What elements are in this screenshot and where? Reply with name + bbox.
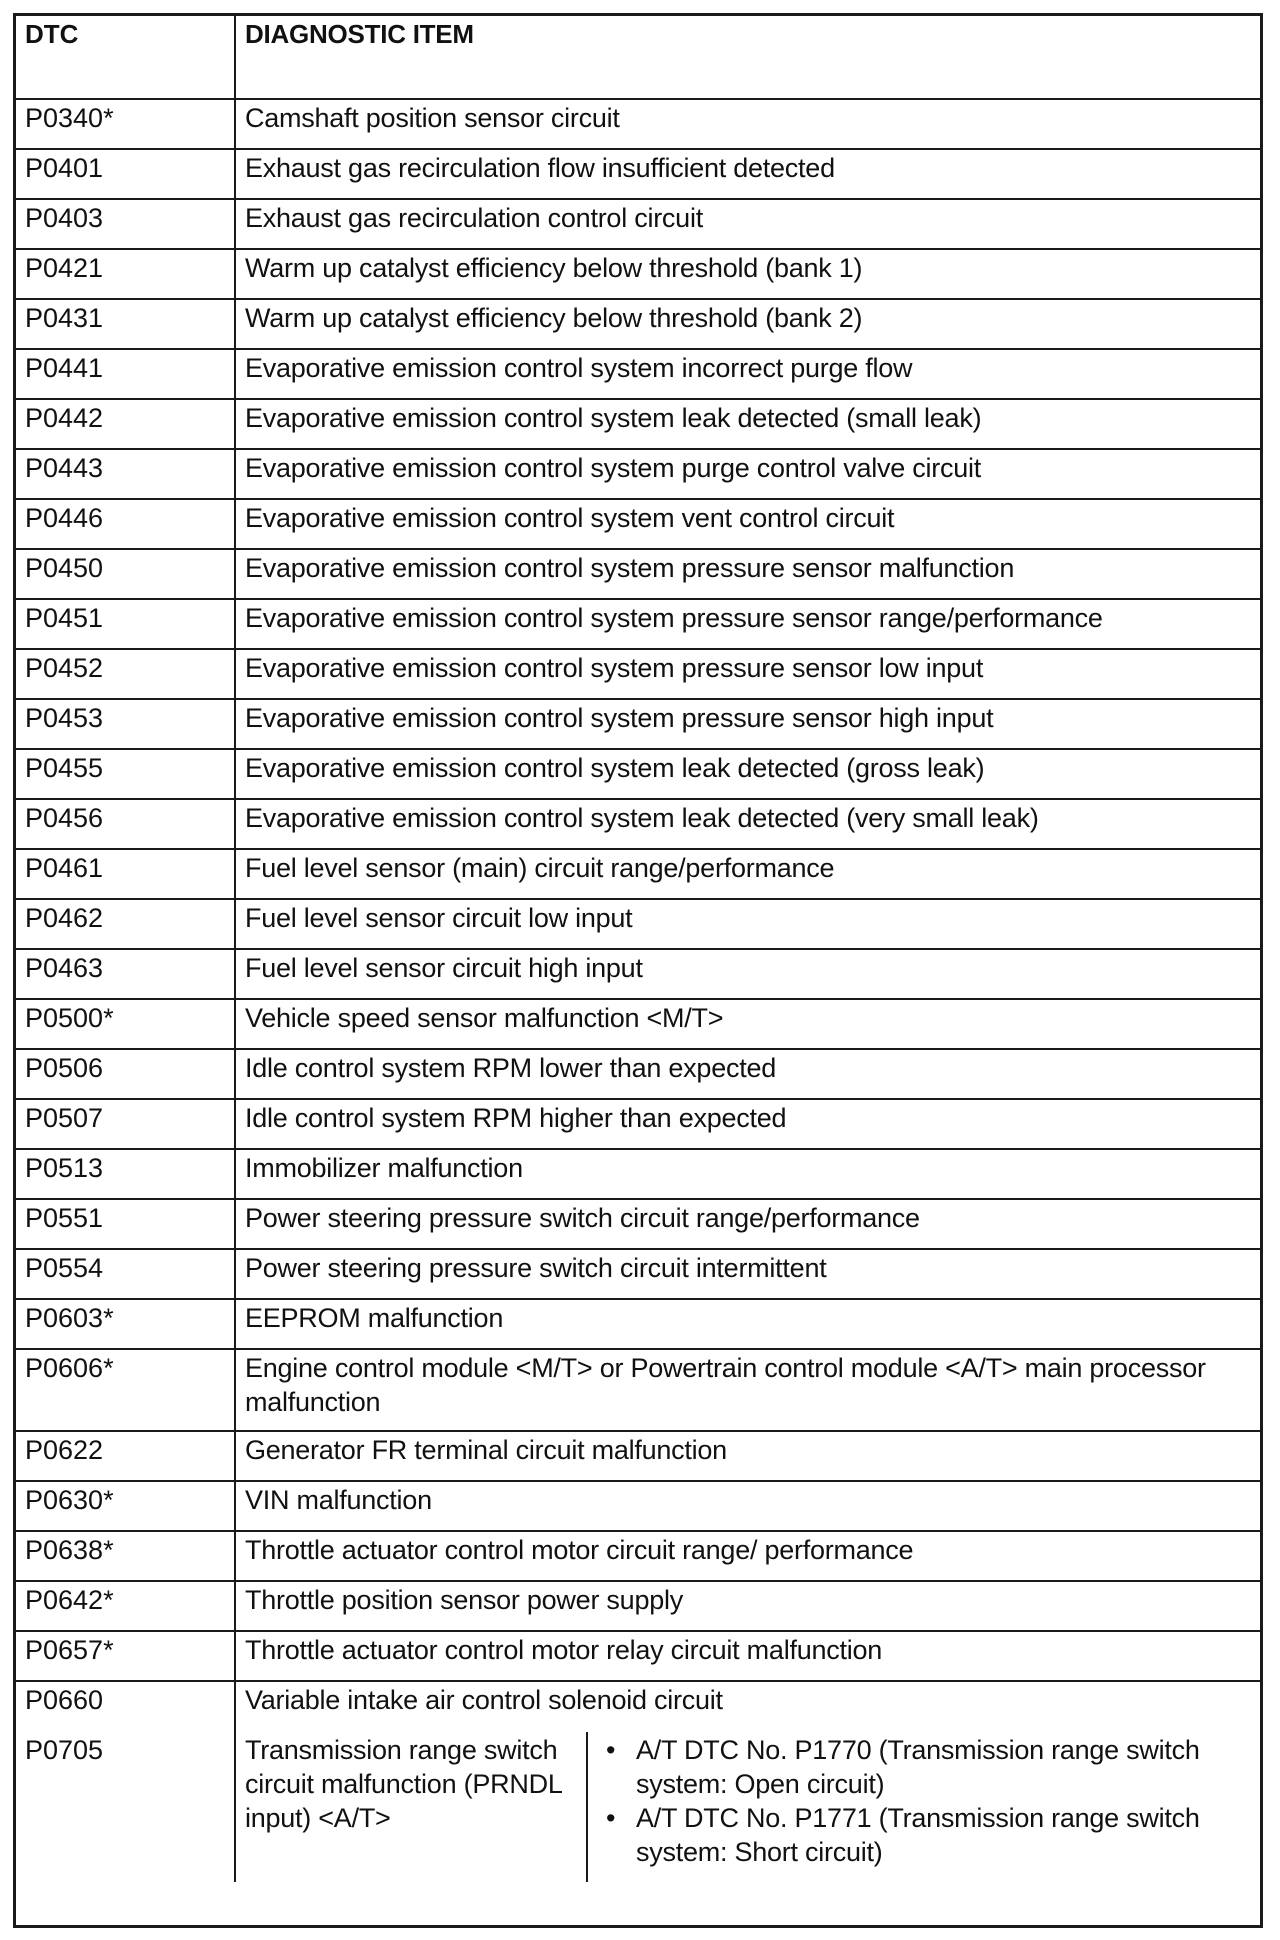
- diagnostic-item: Vehicle speed sensor malfunction <M/T>: [245, 1003, 724, 1033]
- diagnostic-item: Throttle position sensor power supply: [245, 1585, 683, 1615]
- table-header: [16, 16, 1260, 100]
- dtc-code: P0453: [16, 700, 236, 748]
- table-row: [16, 950, 1260, 1000]
- table-row: [16, 1532, 1260, 1582]
- table-row: [16, 150, 1260, 200]
- diagnostic-item: Variable intake air control solenoid circuit: [245, 1685, 723, 1715]
- table-row: [16, 1482, 1260, 1532]
- dtc-code: P0622: [16, 1432, 236, 1480]
- table-row: [16, 1200, 1260, 1250]
- table-row: [16, 450, 1260, 500]
- diagnostic-item: Power steering pressure switch circuit range/performance: [245, 1203, 920, 1233]
- diagnostic-item: Throttle actuator control motor relay circuit malfunction: [245, 1635, 883, 1665]
- dtc-code: P0441: [16, 350, 236, 398]
- diagnostic-item: Evaporative emission control system vent control circuit: [245, 503, 895, 533]
- diagnostic-item: Idle control system RPM higher than expected: [245, 1103, 787, 1133]
- note-item: [602, 1733, 1256, 1801]
- dtc-code: P0401: [16, 150, 236, 198]
- dtc-code: P0642*: [16, 1582, 236, 1630]
- diagnostic-item: Evaporative emission control system pressure sensor high input: [245, 703, 994, 733]
- diagnostic-item: Fuel level sensor circuit high input: [245, 953, 643, 983]
- dtc-code: P0660: [16, 1682, 236, 1732]
- dtc-table: [13, 13, 1263, 1928]
- dtc-code: P0506: [16, 1050, 236, 1098]
- dtc-code: P0657*: [16, 1632, 236, 1680]
- diagnostic-item: Throttle actuator control motor circuit range/ performance: [245, 1535, 914, 1565]
- table-row: [16, 1582, 1260, 1632]
- table-row: [16, 400, 1260, 450]
- diagnostic-item: Evaporative emission control system pressure sensor low input: [245, 653, 984, 683]
- dtc-code: P0554: [16, 1250, 236, 1298]
- header-dtc: DTC: [16, 16, 236, 98]
- dtc-code: P0705: [16, 1732, 236, 1882]
- diagnostic-item: EEPROM malfunction: [245, 1303, 504, 1333]
- diagnostic-item: Generator FR terminal circuit malfunction: [245, 1435, 727, 1465]
- dtc-code: P0638*: [16, 1532, 236, 1580]
- dtc-code: P0606*: [16, 1350, 236, 1430]
- diagnostic-item: VIN malfunction: [245, 1485, 432, 1515]
- diagnostic-item: Exhaust gas recirculation control circuit: [245, 203, 703, 233]
- bullet-icon: •: [606, 1735, 616, 1765]
- table-row: [16, 1632, 1260, 1682]
- dtc-code: P0455: [16, 750, 236, 798]
- dtc-code: P0446: [16, 500, 236, 548]
- table-row: [16, 850, 1260, 900]
- dtc-code: P0463: [16, 950, 236, 998]
- table-row: [16, 650, 1260, 700]
- table-row: [16, 500, 1260, 550]
- table-row: [16, 200, 1260, 250]
- dtc-code: P0507: [16, 1100, 236, 1148]
- dtc-code: P0603*: [16, 1300, 236, 1348]
- table-row: [16, 1682, 1260, 1732]
- dtc-code: P0403: [16, 200, 236, 248]
- dtc-code: P0513: [16, 1150, 236, 1198]
- table-row: [16, 1432, 1260, 1482]
- diagnostic-item: Evaporative emission control system pressure sensor malfunction: [245, 553, 1015, 583]
- dtc-code: P0630*: [16, 1482, 236, 1530]
- table-row: [16, 100, 1260, 150]
- dtc-code: P0461: [16, 850, 236, 898]
- diagnostic-item: Engine control module <M/T> or Powertrain control module <A/T> main processor malfunction: [245, 1353, 1206, 1417]
- table-row: [16, 250, 1260, 300]
- diagnostic-item: Warm up catalyst efficiency below threshold (bank 1): [245, 253, 863, 283]
- dtc-code: P0431: [16, 300, 236, 348]
- diagnostic-item: Fuel level sensor (main) circuit range/performance: [245, 853, 835, 883]
- diagnostic-item: Power steering pressure switch circuit intermittent: [245, 1253, 827, 1283]
- table-row: [16, 900, 1260, 950]
- diagnostic-item: Evaporative emission control system leak detected (very small leak): [245, 803, 1039, 833]
- dtc-code: P0456: [16, 800, 236, 848]
- table-row: [16, 600, 1260, 650]
- diagnostic-item: Immobilizer malfunction: [245, 1153, 523, 1183]
- header-diagnostic-item: DIAGNOSTIC ITEM: [245, 19, 474, 49]
- dtc-code: P0442: [16, 400, 236, 448]
- diagnostic-item: Evaporative emission control system leak detected (small leak): [245, 403, 982, 433]
- note-item: [602, 1801, 1256, 1869]
- dtc-code: P0500*: [16, 1000, 236, 1048]
- notes-list: [602, 1733, 1256, 1869]
- table-row: [16, 750, 1260, 800]
- dtc-code: P0462: [16, 900, 236, 948]
- dtc-code: P0421: [16, 250, 236, 298]
- dtc-code: P0551: [16, 1200, 236, 1248]
- dtc-code: P0450: [16, 550, 236, 598]
- diagnostic-item: Camshaft position sensor circuit: [245, 103, 620, 133]
- table-row: [16, 300, 1260, 350]
- table-row: [16, 1050, 1260, 1100]
- table-row: [16, 1300, 1260, 1350]
- diagnostic-item: Evaporative emission control system leak detected (gross leak): [245, 753, 985, 783]
- table-row: [16, 1000, 1260, 1050]
- table-row: [16, 350, 1260, 400]
- diagnostic-item: Idle control system RPM lower than expected: [245, 1053, 776, 1083]
- bullet-icon: •: [606, 1803, 616, 1833]
- table-row: [16, 700, 1260, 750]
- diagnostic-item: Fuel level sensor circuit low input: [245, 903, 633, 933]
- diagnostic-item: Exhaust gas recirculation flow insufficient detected: [245, 153, 835, 183]
- diagnostic-item: Evaporative emission control system purge control valve circuit: [245, 453, 982, 483]
- table-row: [16, 800, 1260, 850]
- notes-cell: [588, 1732, 1260, 1882]
- table-row: [16, 1250, 1260, 1300]
- diagnostic-item-split: [236, 1732, 1260, 1882]
- table-body: [16, 100, 1260, 1732]
- dtc-code: P0340*: [16, 100, 236, 148]
- table-row: [16, 1150, 1260, 1200]
- table-row-last: [16, 1732, 1260, 1882]
- diagnostic-item: Evaporative emission control system pressure sensor range/performance: [245, 603, 1103, 633]
- note-text: A/T DTC No. P1771 (Transmission range switch system: Short circuit): [636, 1803, 1200, 1867]
- diagnostic-item: Evaporative emission control system incorrect purge flow: [245, 353, 913, 383]
- diagnostic-item: Warm up catalyst efficiency below threshold (bank 2): [245, 303, 863, 333]
- diagnostic-item: Transmission range switch circuit malfunction (PRNDL input) <A/T>: [236, 1732, 588, 1882]
- table-row: [16, 550, 1260, 600]
- note-text: A/T DTC No. P1770 (Transmission range switch system: Open circuit): [636, 1735, 1200, 1799]
- dtc-code: P0451: [16, 600, 236, 648]
- dtc-code: P0452: [16, 650, 236, 698]
- table-row: [16, 1100, 1260, 1150]
- table-row: [16, 1350, 1260, 1432]
- dtc-code: P0443: [16, 450, 236, 498]
